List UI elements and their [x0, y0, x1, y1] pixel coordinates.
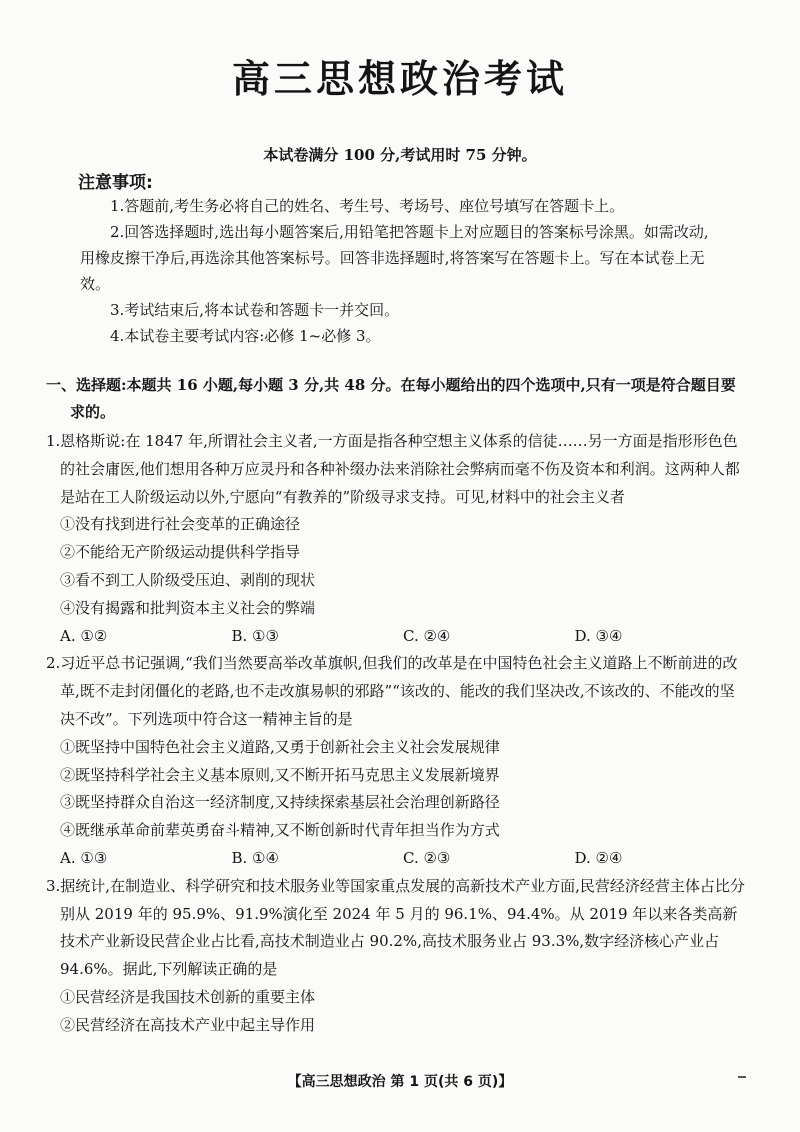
notice-list [80, 193, 720, 349]
question-item: ①既坚持中国特色社会主义道路,又勇于创新社会主义社会发展规律 [60, 737, 500, 756]
question-item: ②不能给无产阶级运动提供科学指导 [60, 543, 301, 562]
question-1 [46, 428, 746, 650]
choice-d: D. ②④ [574, 848, 623, 867]
question-item: ③既坚持群众自治这一经济制度,又持续探索基层社会治理创新路径 [60, 793, 500, 812]
section-heading [46, 372, 746, 426]
choice-b: B. ①④ [231, 848, 279, 867]
choice-d: D. ③④ [574, 626, 623, 645]
question-item: ①没有找到进行社会变革的正确途径 [60, 515, 301, 534]
choice-a: A. ①② [60, 626, 108, 645]
notice-item: 4.本试卷主要考试内容:必修 1~必修 3。 [110, 327, 381, 345]
choice-c: C. ②③ [403, 848, 451, 867]
question-item: ②既坚持科学社会主义基本原则,又不断开拓马克思主义发展新境界 [60, 765, 500, 784]
exam-title: 高三思想政治考试 [231, 57, 568, 101]
question-stem: 3.据统计,在制造业、科学研究和技术服务业等国家重点发展的高新技术产业方面,民营经济经营主体占比分别从 2019 年的 95.9%、91.9%演化至 2024 年 5 月的 96.1%、94.4%。从 2019 年以来各类高新技术产业新设民营企业占比看,高技术制造业占 90.2%,高技术服务业占 93.3%,数字经济核心产业占 94.6%。据此,下列解读正确的是 [46, 876, 745, 979]
choice-b: B. ①③ [231, 626, 279, 645]
question-item: ④既继承革命前辈英勇奋斗精神,又不断创新时代青年担当作为方式 [60, 821, 500, 840]
answer-choices [46, 623, 746, 651]
choice-c: C. ②④ [403, 626, 451, 645]
question-3 [46, 873, 746, 1040]
question-item: ④没有揭露和批判资本主义社会的弊端 [60, 598, 316, 617]
question-item: ②民营经济在高技术产业中起主导作用 [60, 1015, 316, 1034]
notice-item: 1.答题前,考生务必将自己的姓名、考生号、考场号、座位号填写在答题卡上。 [110, 197, 625, 215]
question-item: ③看不到工人阶级受压迫、剥削的现状 [60, 570, 316, 589]
answer-choices [46, 845, 746, 873]
question-item: ①民营经济是我国技术创新的重要主体 [60, 987, 316, 1006]
exam-subtitle: 本试卷满分 100 分,考试用时 75 分钟。 [263, 146, 537, 164]
page-footer: 【高三思想政治 第 1 页(共 6 页)】 [287, 1074, 513, 1090]
question-stem: 1.恩格斯说:在 1847 年,所谓社会主义者,一方面是指各种空想主义体系的信徒……另一方面是指形形色色的社会庸医,他们想用各种万应灵丹和各种补缀办法来消除社会弊病而毫不伤及资本和利润。这两种人都是站在工人阶级运动以外,宁愿向“有教养的”阶级寻求支持。可见,材料中的社会主义者 [46, 432, 740, 506]
question-stem: 2.习近平总书记强调,“我们当然要高举改革旗帜,但我们的改革是在中国特色社会主义道路上不断前进的改革,既不走封闭僵化的老路,也不走改旗易帜的邪路”“该改的、能改的我们坚决改,不该改的、不能改的坚决不改”。下列选项中符合这一精神主旨的是 [46, 654, 738, 728]
scan-mark [738, 1076, 746, 1078]
notice-item: 3.考试结束后,将本试卷和答题卡一并交回。 [110, 301, 400, 319]
notice-item: 2.回答选择题时,选出每小题答案后,用铅笔把答题卡上对应题目的答案标号涂黑。如需改动,用橡皮擦干净后,再选涂其他答案标号。回答非选择题时,将答案写在答题卡上。写在本试卷上无效。 [80, 223, 709, 293]
section-heading-text: 一、选择题:本题共 16 小题,每小题 3 分,共 48 分。在每小题给出的四个选项中,只有一项是符合题目要求的。 [46, 376, 736, 421]
question-2 [46, 650, 746, 872]
question-list [46, 428, 746, 1040]
choice-a: A. ①③ [60, 848, 108, 867]
notice-heading: 注意事项: [78, 173, 153, 193]
